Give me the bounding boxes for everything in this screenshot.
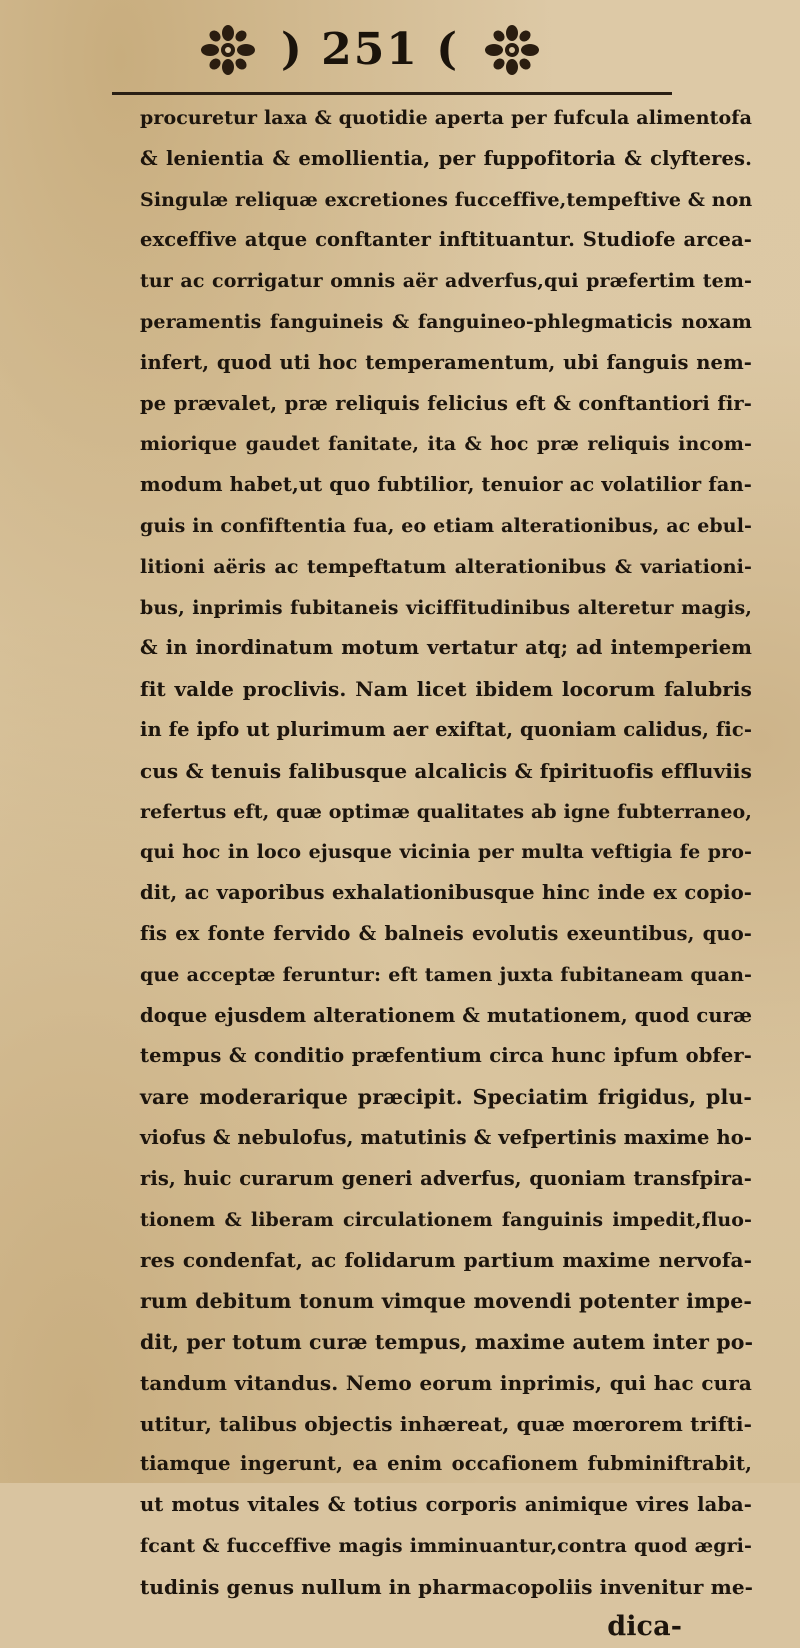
page-header bbox=[200, 18, 540, 82]
text-line: qui hoc in loco ejusque vicinia per multa veftigia fe pro- bbox=[140, 841, 752, 864]
header-rule bbox=[112, 92, 672, 95]
text-line: fcant & fucceffive magis imminuantur,contra quod ægri- bbox=[140, 1534, 752, 1557]
text-line: miorique gaudet fanitate, ita & hoc præ reliquis incom- bbox=[140, 433, 752, 456]
text-line: bus, inprimis fubitaneis viciffitudinibus alteretur magis, bbox=[140, 596, 752, 619]
body-text bbox=[140, 98, 752, 1648]
floral-ornament-icon bbox=[200, 24, 256, 76]
text-line: procuretur laxa & quotidie aperta per fufcula alimentofa bbox=[140, 107, 752, 129]
text-line: doque ejusdem alterationem & mutationem, quod curæ bbox=[140, 1003, 753, 1027]
text-line: & in inordinatum motum vertatur atq; ad intemperiem bbox=[140, 636, 752, 660]
text-line: tionem & liberam circulationem fanguinis impedit,fluo- bbox=[140, 1208, 752, 1231]
text-line: guis in confiftentia fua, eo etiam alterationibus, ac ebul- bbox=[140, 514, 752, 537]
text-line: ut motus vitales & totius corporis animique vires laba- bbox=[140, 1493, 752, 1517]
text-line: & lenientia & emollientia, per fuppofitoria & clyfteres. bbox=[140, 146, 752, 170]
page-number: ) 251 ( bbox=[280, 24, 460, 75]
text-line: Singulæ reliquæ excretiones fucceffive,tempeftive & non bbox=[140, 188, 753, 211]
text-line: cus & tenuis falibusque alcalicis & fpirituofis effluviis bbox=[140, 758, 752, 783]
text-line: tiamque ingerunt, ea enim occafionem fubminiftrabit, bbox=[140, 1452, 752, 1476]
text-line: tudinis genus nullum in pharmacopoliis invenitur me- bbox=[140, 1574, 754, 1599]
text-line: viofus & nebulofus, matutinis & vefpertinis maxime ho- bbox=[140, 1125, 753, 1149]
text-line: infert, quod uti hoc temperamentum, ubi fanguis nem- bbox=[140, 350, 752, 374]
text-line: modum habet,ut quo fubtilior, tenuior ac volatilior fan- bbox=[140, 473, 752, 497]
text-line: ris, huic curarum generi adverfus, quoniam transfpira- bbox=[140, 1166, 752, 1190]
text-line: rum debitum tonum vimque movendi potenter impe- bbox=[140, 1289, 752, 1314]
text-line: fit valde proclivis. Nam licet ibidem locorum falubris bbox=[140, 677, 752, 702]
text-line: dit, per totum curæ tempus, maxime autem inter po- bbox=[140, 1329, 754, 1354]
text-line: res condenfat, ac folidarum partium maxime nervofa- bbox=[140, 1248, 752, 1273]
text-line: tandum vitandus. Nemo eorum inprimis, qui hac cura bbox=[140, 1370, 752, 1395]
text-line: que acceptæ feruntur: eft tamen juxta fubitaneam quan- bbox=[140, 963, 752, 986]
text-line: fis ex fonte fervido & balneis evolutis exeuntibus, quo- bbox=[140, 921, 752, 945]
text-line: pe prævalet, præ reliquis felicius eft & conftantiori fir- bbox=[140, 391, 752, 415]
text-line: litioni aëris ac tempeftatum alterationibus & variationi- bbox=[140, 555, 752, 578]
text-line: tempus & conditio præfentium circa hunc ipfum obfer- bbox=[140, 1044, 752, 1068]
text-line: refertus eft, quæ optimæ qualitates ab igne fubterraneo, bbox=[140, 800, 752, 823]
text-line: dica- bbox=[607, 1611, 682, 1643]
text-line: tur ac corrigatur omnis aër adverfus,qui præfertim tem- bbox=[140, 270, 752, 293]
text-line: dit, ac vaporibus exhalationibusque hinc inde ex copio- bbox=[140, 881, 752, 905]
text-line: vare moderarique præcipit. Speciatim frigidus, plu- bbox=[140, 1085, 752, 1110]
text-line: exceffive atque conftanter inftituantur. Studiofe arcea- bbox=[140, 228, 752, 252]
floral-ornament-icon bbox=[484, 24, 540, 76]
text-line: utitur, talibus objectis inhæreat, quæ mœrorem trifti- bbox=[140, 1411, 752, 1436]
text-line: in fe ipfo ut plurimum aer exiftat, quoniam calidus, fic- bbox=[140, 717, 753, 741]
text-line: peramentis fanguineis & fanguineo-phlegmaticis noxam bbox=[140, 310, 752, 333]
